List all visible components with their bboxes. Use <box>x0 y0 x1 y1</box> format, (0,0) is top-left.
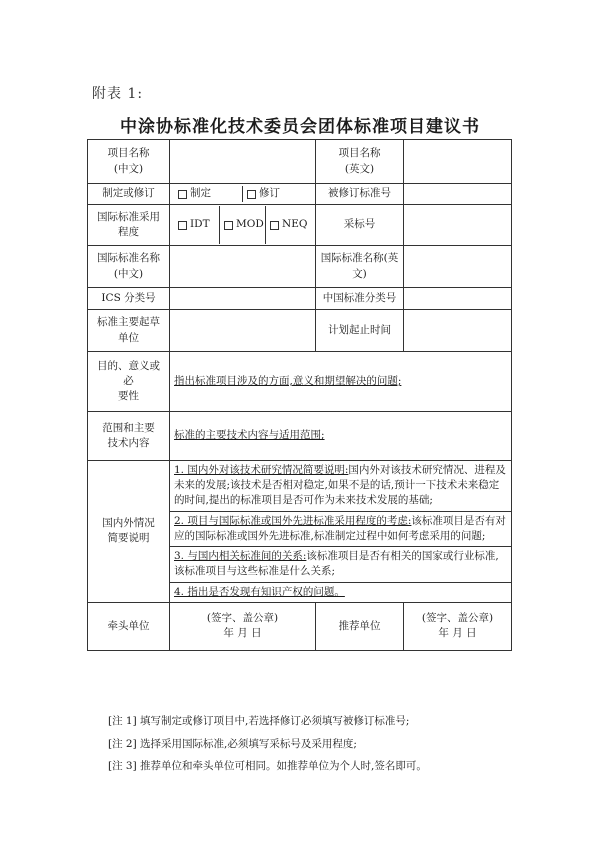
situation-item-3-body: 该标准项目是否有相关的国家或行业标准,该标准项目与这些标准是什么关系; <box>174 550 499 578</box>
adopted-std-no-field[interactable] <box>404 205 512 246</box>
intl-name-en-field[interactable] <box>404 246 512 288</box>
row-classification <box>88 288 512 310</box>
checkbox-icon <box>247 190 256 199</box>
situation-item-1 <box>174 461 507 511</box>
lead-unit-label: 牵头单位 <box>88 602 170 650</box>
row-signature <box>88 602 512 650</box>
situation-label: 国内外情况 简要说明 <box>88 461 170 603</box>
make-or-revise-label: 制定或修订 <box>88 184 170 205</box>
situation-item-1-head: 1. 国内外对该技术研究情况简要说明: <box>174 464 349 476</box>
make-option-label: 制定 <box>190 187 211 200</box>
purpose-field[interactable] <box>170 352 512 412</box>
intl-name-cn-label: 国际标准名称 (中文) <box>88 246 170 288</box>
situation-item-1-body: 国内外对该技术研究情况、进程及未来的发展;该技术是否相对稳定,如果不是的话,预计一下技术未来稳定的时间,提出的标准项目是否可作为未来技术发展的基础; <box>174 464 506 507</box>
row-scope <box>88 412 512 461</box>
row-situation <box>88 461 512 603</box>
drafter-label: 标准主要起草 单位 <box>88 310 170 352</box>
proposal-form-table <box>87 139 512 651</box>
row-intl-name <box>88 246 512 288</box>
checkbox-icon <box>270 221 279 230</box>
recommend-unit-sign-field[interactable] <box>404 602 512 650</box>
adopt-idt-option[interactable] <box>174 206 219 244</box>
situation-item-2-head: 2. 项目与国际标准或国外先进标准采用程度的考虑: <box>174 514 412 527</box>
ics-field[interactable] <box>170 288 316 310</box>
row-intl-adopt <box>88 205 512 246</box>
situation-field[interactable] <box>170 461 512 603</box>
adopt-neq-label: NEQ <box>282 218 308 231</box>
make-revise-options <box>170 184 316 205</box>
situation-item-4-head: 4. 指出是否发现有知识产权的问题。 <box>174 585 345 598</box>
checkbox-icon <box>178 190 187 199</box>
name-en-label: 项目名称 (英文) <box>316 140 404 184</box>
situation-item-2 <box>174 512 507 546</box>
deadline-field[interactable] <box>404 310 512 352</box>
note-3: [注 3] 推荐单位和牵头单位可相同。如推荐单位为个人时,签名即可。 <box>108 760 427 773</box>
adopt-neq-option[interactable] <box>265 206 311 244</box>
intl-name-cn-field[interactable] <box>170 246 316 288</box>
revise-option[interactable] <box>242 186 311 201</box>
name-en-field[interactable] <box>404 140 512 184</box>
recommend-unit-label: 推荐单位 <box>316 602 404 650</box>
row-project-name <box>88 140 512 184</box>
lead-unit-sign-field[interactable] <box>170 602 316 650</box>
lead-date: 年 月 日 <box>223 627 262 640</box>
recommend-date: 年 月 日 <box>438 627 477 640</box>
scope-label: 范围和主要 技术内容 <box>88 412 170 461</box>
name-cn-field[interactable] <box>170 140 316 184</box>
name-cn-label: 项目名称 (中文) <box>88 140 170 184</box>
revise-option-label: 修订 <box>259 187 280 200</box>
scope-field[interactable] <box>170 412 512 461</box>
purpose-hint: 指出标准项目涉及的方面,意义和期望解决的问题; <box>174 374 402 387</box>
adopt-idt-label: IDT <box>190 218 210 231</box>
note-1: [注 1] 填写制定或修订项目中,若选择修订必须填写被修订标准号; <box>108 715 410 727</box>
situation-item-3-head: 3. 与国内相关标准间的关系: <box>174 550 307 563</box>
adopted-std-no-label: 采标号 <box>316 205 404 246</box>
row-make-revise <box>88 184 512 205</box>
purpose-label: 目的、意义或 必 要性 <box>88 352 170 412</box>
situation-item-3 <box>174 547 507 581</box>
revised-std-no-field[interactable] <box>404 184 512 205</box>
checkbox-icon <box>224 221 233 230</box>
drafter-field[interactable] <box>170 310 316 352</box>
situation-item-4 <box>174 583 507 602</box>
row-drafter <box>88 310 512 352</box>
deadline-label: 计划起止时间 <box>316 310 404 352</box>
revised-std-no-label: 被修订标准号 <box>316 184 404 205</box>
scope-hint: 标准的主要技术内容与适用范围; <box>174 429 325 442</box>
intl-adopt-label: 国际标准采用 程度 <box>88 205 170 246</box>
annex-label: 附表 1: <box>92 86 144 102</box>
notes <box>108 710 427 778</box>
document-title: 中涂协标准化技术委员会团体标准项目建议书 <box>120 117 480 137</box>
adopt-options <box>170 205 316 246</box>
cn-class-label: 中国标准分类号 <box>316 288 404 310</box>
lead-sign-hint: (签字、盖公章) <box>206 612 279 625</box>
row-purpose <box>88 352 512 412</box>
recommend-sign-hint: (签字、盖公章) <box>421 612 494 625</box>
situation-item-2-body: 该标准项目是否有对应的国际标准或国外先进标准,标准制定过程中如何考虑采用的问题; <box>174 514 506 542</box>
adopt-mod-label: MOD <box>236 218 264 231</box>
checkbox-icon <box>178 221 187 230</box>
intl-name-en-label: 国际标准名称(英 文) <box>316 246 404 288</box>
cn-class-field[interactable] <box>404 288 512 310</box>
make-option[interactable] <box>174 186 242 201</box>
adopt-mod-option[interactable] <box>219 206 265 244</box>
ics-label: ICS 分类号 <box>88 288 170 310</box>
note-2: [注 2] 选择采用国际标准,必须填写采标号及采用程度; <box>108 737 357 750</box>
